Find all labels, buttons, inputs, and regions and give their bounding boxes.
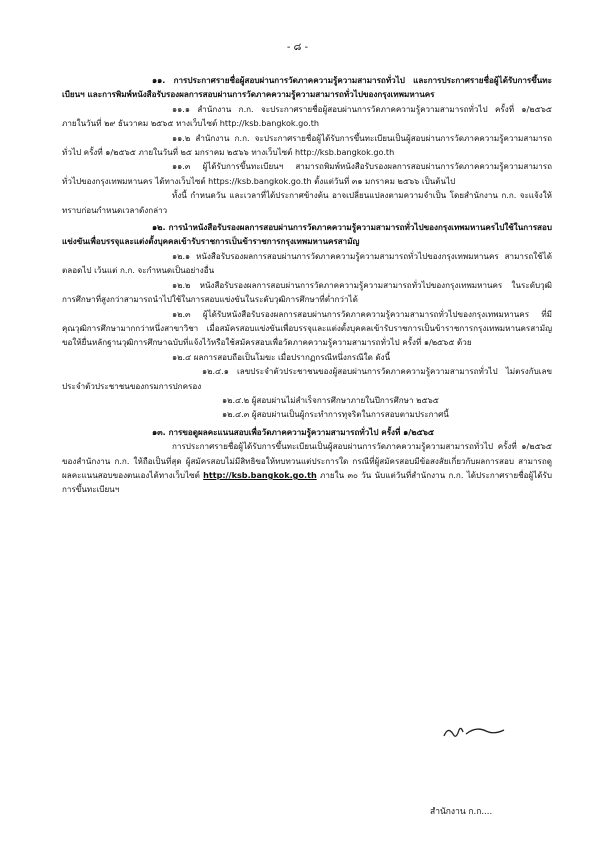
handwritten-initials-icon — [440, 722, 510, 744]
section-12-heading: ๑๒. การนำหนังสือรับรองผลการสอบผ่านการวัดภาคความรู้ความสามารถทั่วไปของกรุงเทพมหานครไปใช้ในการสอบแข่งขันเพื่อบรรจุและแต่งตั้งบุคคลเข้ารับราชการเป็นข้าราชการกรุงเทพมหานครสามัญ — [62, 222, 552, 247]
section-11-note: ทั้งนี้ กำหนดวัน และเวลาที่ได้ประกาศข้างต้น อาจเปลี่ยนแปลงตามความจำเป็น โดยสำนักงาน ก.ก. จะแจ้งให้ทราบก่อนกำหนดเวลาดังกล่าว — [62, 190, 552, 215]
section-13-paragraph — [62, 439, 552, 497]
section-13-text-after: ภายใน ๓๐ วัน นับแต่วันที่สำนักงาน ก.ก. ได้ประกาศรายชื่อผู้ได้รับการขึ้นทะเบียนฯ — [62, 469, 552, 495]
section-12-4-2: ๑๒.๔.๒ ผู้สอบผ่านไม่สำเร็จการศึกษาภายในปีการศึกษา ๒๕๖๕ — [222, 394, 439, 405]
section-11-heading: ๑๑. การประกาศรายชื่อผู้สอบผ่านการวัดภาคความรู้ความสามารถทั่วไป และการประกาศรายชื่อผู้ได้รับการขึ้นทะเบียนฯ และการพิมพ์หนังสือรับรองผลการสอบผ่านการวัดภาคความรู้ความสามารถทั่วไปของกรุงเทพมหานคร — [62, 75, 552, 100]
section-11-2: ๑๑.๒ สำนักงาน ก.ก. จะประกาศรายชื่อผู้ได้รับการขึ้นทะเบียนเป็นผู้สอบผ่านการวัดภาคความรู้ความสามารถทั่วไป ครั้งที่ ๑/๒๕๖๕ ภายในวันที่ ๒๕ มกราคม ๒๕๖๖ ทางเว็บไซต์ http://ksb.bangkok.go.th — [62, 132, 552, 158]
section-13-text-before: การประกาศรายชื่อผู้ได้รับการขึ้นทะเบียนเป็นผู้สอบผ่านการวัดภาคความรู้ความสามารถทั่วไป ครั้งที่ ๑/๒๕๖๕ ของสำนักงาน ก.ก. ให้ถือเป็นที่สุด ผู้สมัครสอบไม่มีสิทธิขอให้ทบทวนแต่ประการใด กรณีที่ผู้สมัครสอบมีข้อสงสัยเกี่ยวกับผลการสอบ สามารถดูผลคะแนนสอบของตนเองได้ทางเว็บไซต์ — [62, 441, 552, 480]
section-12-1: ๑๒.๑ หนังสือรับรองผลการสอบผ่านการวัดภาคความรู้ความสามารถทั่วไปของกรุงเทพมหานคร สามารถใช้ได้ตลอดไป เว้นแต่ ก.ก. จะกำหนดเป็นอย่างอื่น — [62, 250, 552, 276]
section-11-3: ๑๑.๓ ผู้ได้รับการขึ้นทะเบียนฯ สามารถพิมพ์หนังสือรับรองผลการสอบผ่านการวัดภาคความรู้ความสามารถทั่วไปของกรุงเทพมหานคร ได้ทางเว็บไซต์ https://ksb.bangkok.go.th ตั้งแต่วันที่ ๓๑ มกราคม ๒๕๖๖ เป็นต้นไป — [62, 161, 552, 186]
footer-continuation: สำนักงาน ก.ก.... — [430, 807, 493, 817]
ksb-website-link[interactable]: http://ksb.bangkok.go.th — [203, 469, 317, 480]
page-number: - ๘ - — [286, 42, 309, 53]
document-body — [62, 70, 552, 497]
signature-initials — [440, 722, 510, 744]
section-12-4-3: ๑๒.๔.๓ ผู้สอบผ่านเป็นผู้กระทำการทุจริตในการสอบตามประกาศนี้ — [222, 409, 449, 420]
section-12-4-1: ๑๒.๔.๑ เลขประจำตัวประชาชนของผู้สอบผ่านการวัดภาคความรู้ความสามารถทั่วไป ไม่ตรงกับเลขประจำตัวประชาชนของกรมการปกครอง — [62, 366, 552, 391]
section-13-heading: ๑๓. การขอดูผลคะแนนสอบเพื่อวัดภาคความรู้ความสามารถทั่วไป ครั้งที่ ๑/๒๕๖๕ — [152, 426, 434, 437]
section-11-1: ๑๑.๑ สำนักงาน ก.ก. จะประกาศรายชื่อผู้สอบผ่านการวัดภาคความรู้ความสามารถทั่วไป ครั้งที่ ๑/๒๕๖๕ ภายในวันที่ ๒๙ ธันวาคม ๒๕๖๕ ทางเว็บไซต์ http://ksb.bangkok.go.th — [62, 103, 552, 129]
section-12-4: ๑๒.๔ ผลการสอบถือเป็นโมฆะ เมื่อปรากฏกรณีหนึ่งกรณีใด ดังนี้ — [172, 351, 391, 362]
section-12-2: ๑๒.๒ หนังสือรับรองผลการสอบผ่านการวัดภาคความรู้ความสามารถทั่วไปของกรุงเทพมหานคร ในระดับวุฒิการศึกษาที่สูงกว่าสามารถนำไปใช้ในการสอบแข่งขันในระดับวุฒิการศึกษาที่ต่ำกว่าได้ — [62, 279, 552, 305]
section-12-3: ๑๒.๓ ผู้ได้รับหนังสือรับรองผลการสอบผ่านการวัดภาคความรู้ความสามารถทั่วไปของกรุงเทพมหานคร ที่มีคุณวุฒิการศึกษามากกว่าหนึ่งสาขาวิชา เมื่อสมัครสอบแข่งขันเพื่อบรรจุและแต่งตั้งบุคคลเข้ารับราชการเป็นข้าราชการกรุงเทพมหานครสามัญ ขอให้ยื่นหลักฐานวุฒิการศึกษาฉบับที่แจ้งไว้หรือใช้สมัครสอบเพื่อวัดภาคความรู้ความสามารถทั่วไป ครั้งที่ ๑/๒๕๖๕ ด้วย — [62, 308, 552, 348]
